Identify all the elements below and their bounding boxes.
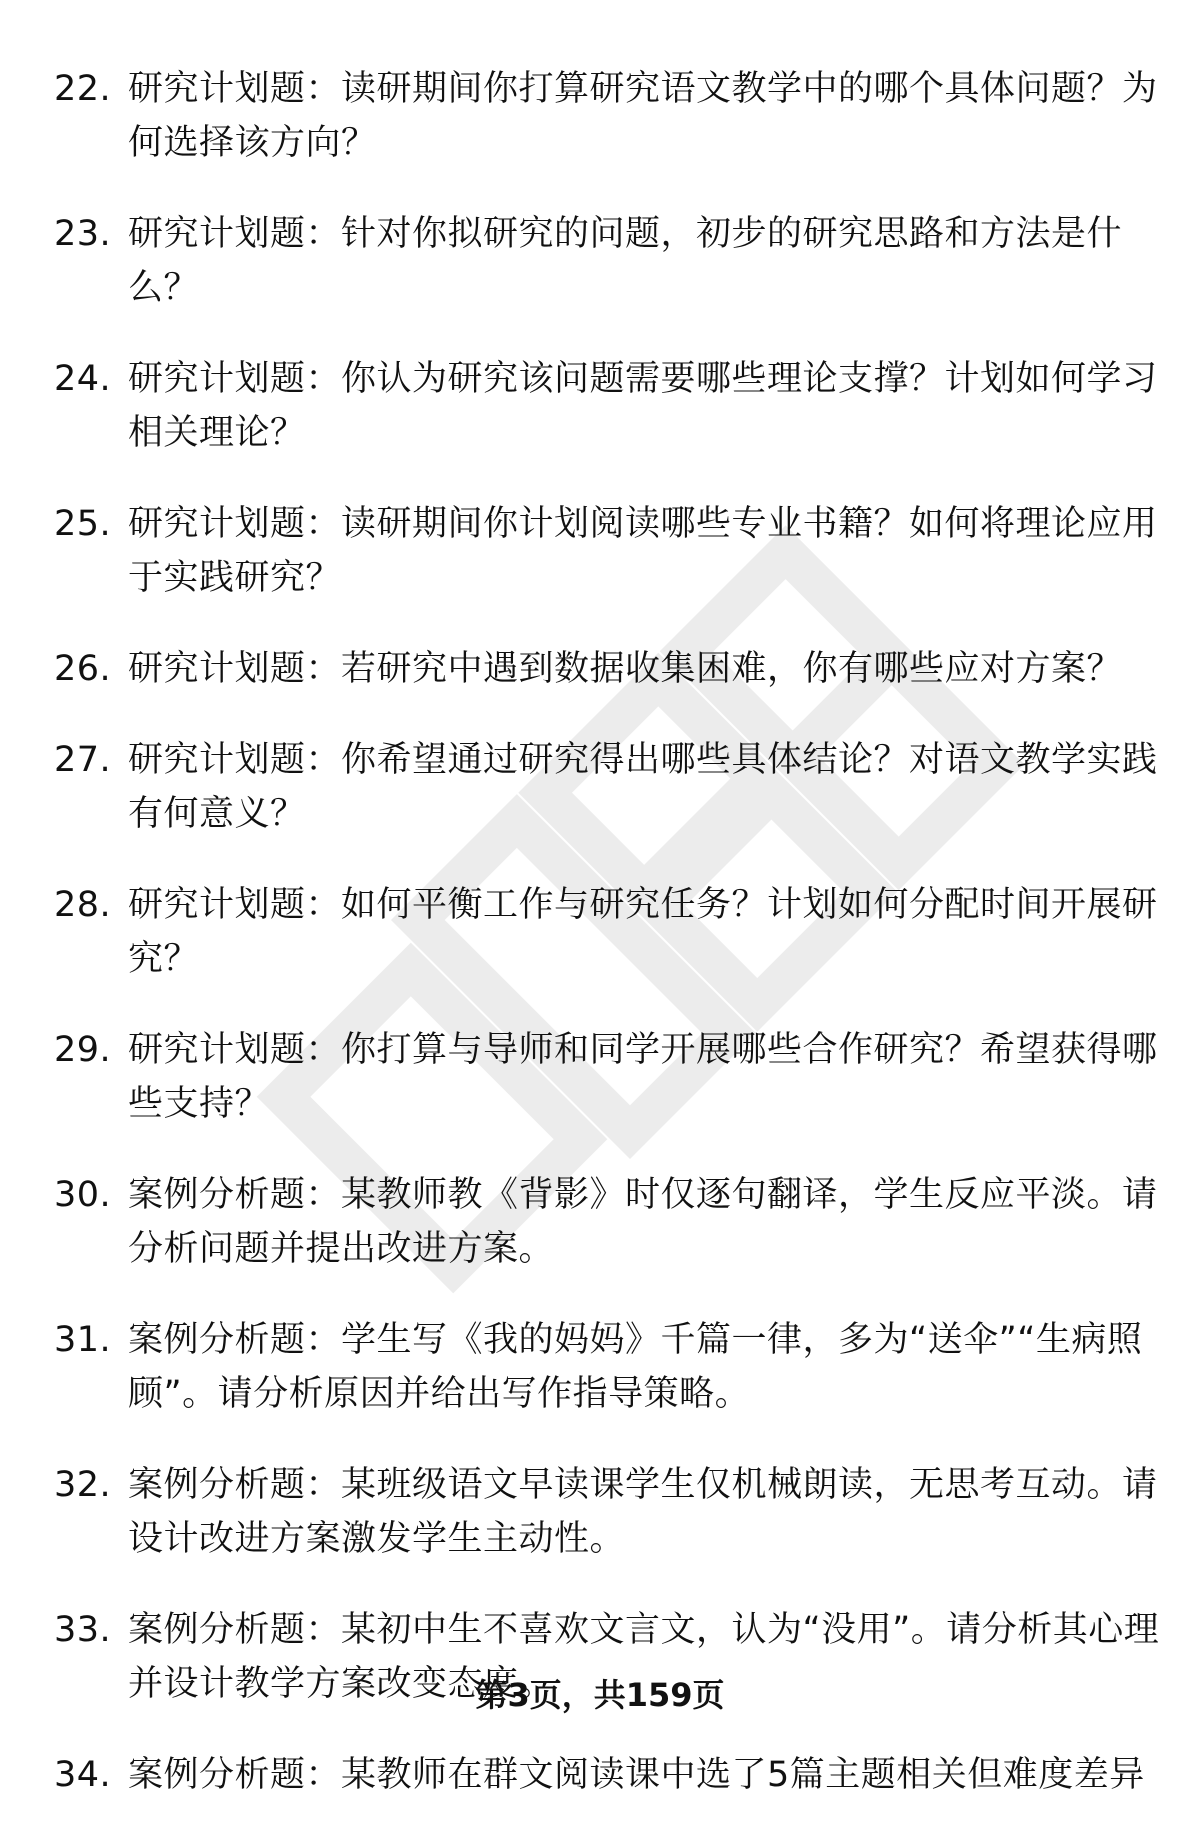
question-text: 研究计划题：如何平衡工作与研究任务？计划如何分配时间开展研究？ bbox=[128, 885, 1158, 979]
question-item bbox=[0, 733, 1200, 841]
question-item bbox=[0, 1168, 1200, 1276]
question-item bbox=[0, 1313, 1200, 1421]
question-item bbox=[0, 642, 1200, 696]
question-number: 28. bbox=[54, 885, 112, 925]
question-text: 研究计划题：读研期间你打算研究语文教学中的哪个具体问题？为何选择该方向？ bbox=[128, 69, 1158, 163]
question-text: 案例分析题：学生写《我的妈妈》千篇一律，多为“送伞”“生病照顾”。请分析原因并给出写作指导策略。 bbox=[128, 1320, 1143, 1414]
question-number: 25. bbox=[54, 504, 112, 544]
question-text: 研究计划题：读研期间你计划阅读哪些专业书籍？如何将理论应用于实践研究？ bbox=[128, 504, 1158, 598]
question-list bbox=[0, 62, 1200, 1839]
question-text: 案例分析题：某教师在群文阅读课中选了5篇主题相关但难度差异 bbox=[128, 1755, 1145, 1795]
question-number: 33. bbox=[54, 1610, 112, 1650]
question-number: 34. bbox=[54, 1755, 112, 1795]
question-text: 案例分析题：某初中生不喜欢文言文，认为“没用”。请分析其心理并设计教学方案改变态度。 bbox=[128, 1610, 1160, 1704]
question-item bbox=[0, 207, 1200, 315]
question-text: 案例分析题：某教师教《背影》时仅逐句翻译，学生反应平淡。请分析问题并提出改进方案。 bbox=[128, 1175, 1158, 1269]
question-item bbox=[0, 878, 1200, 986]
question-text: 研究计划题：你打算与导师和同学开展哪些合作研究？希望获得哪些支持？ bbox=[128, 1030, 1158, 1124]
question-text: 研究计划题：你认为研究该问题需要哪些理论支撑？计划如何学习相关理论？ bbox=[128, 359, 1158, 453]
question-number: 31. bbox=[54, 1320, 112, 1360]
question-number: 24. bbox=[54, 359, 112, 399]
question-text: 案例分析题：某班级语文早读课学生仅机械朗读，无思考互动。请设计改进方案激发学生主动性。 bbox=[128, 1465, 1158, 1559]
question-text: 研究计划题：若研究中遇到数据收集困难，你有哪些应对方案？ bbox=[128, 649, 1123, 689]
question-item bbox=[0, 352, 1200, 460]
question-number: 27. bbox=[54, 740, 112, 780]
question-number: 23. bbox=[54, 214, 112, 254]
question-text: 研究计划题：你希望通过研究得出哪些具体结论？对语文教学实践有何意义？ bbox=[128, 740, 1158, 834]
question-item bbox=[0, 497, 1200, 605]
question-item bbox=[0, 1458, 1200, 1566]
question-number: 29. bbox=[54, 1030, 112, 1070]
page-number-footer: 第3页，共159页 bbox=[475, 1676, 725, 1714]
question-number: 30. bbox=[54, 1175, 112, 1215]
question-number: 26. bbox=[54, 649, 112, 689]
question-number: 22. bbox=[54, 69, 112, 109]
question-item bbox=[0, 1748, 1200, 1802]
question-text: 研究计划题：针对你拟研究的问题，初步的研究思路和方法是什么？ bbox=[128, 214, 1123, 308]
question-item bbox=[0, 1023, 1200, 1131]
question-item bbox=[0, 62, 1200, 170]
question-number: 32. bbox=[54, 1465, 112, 1505]
